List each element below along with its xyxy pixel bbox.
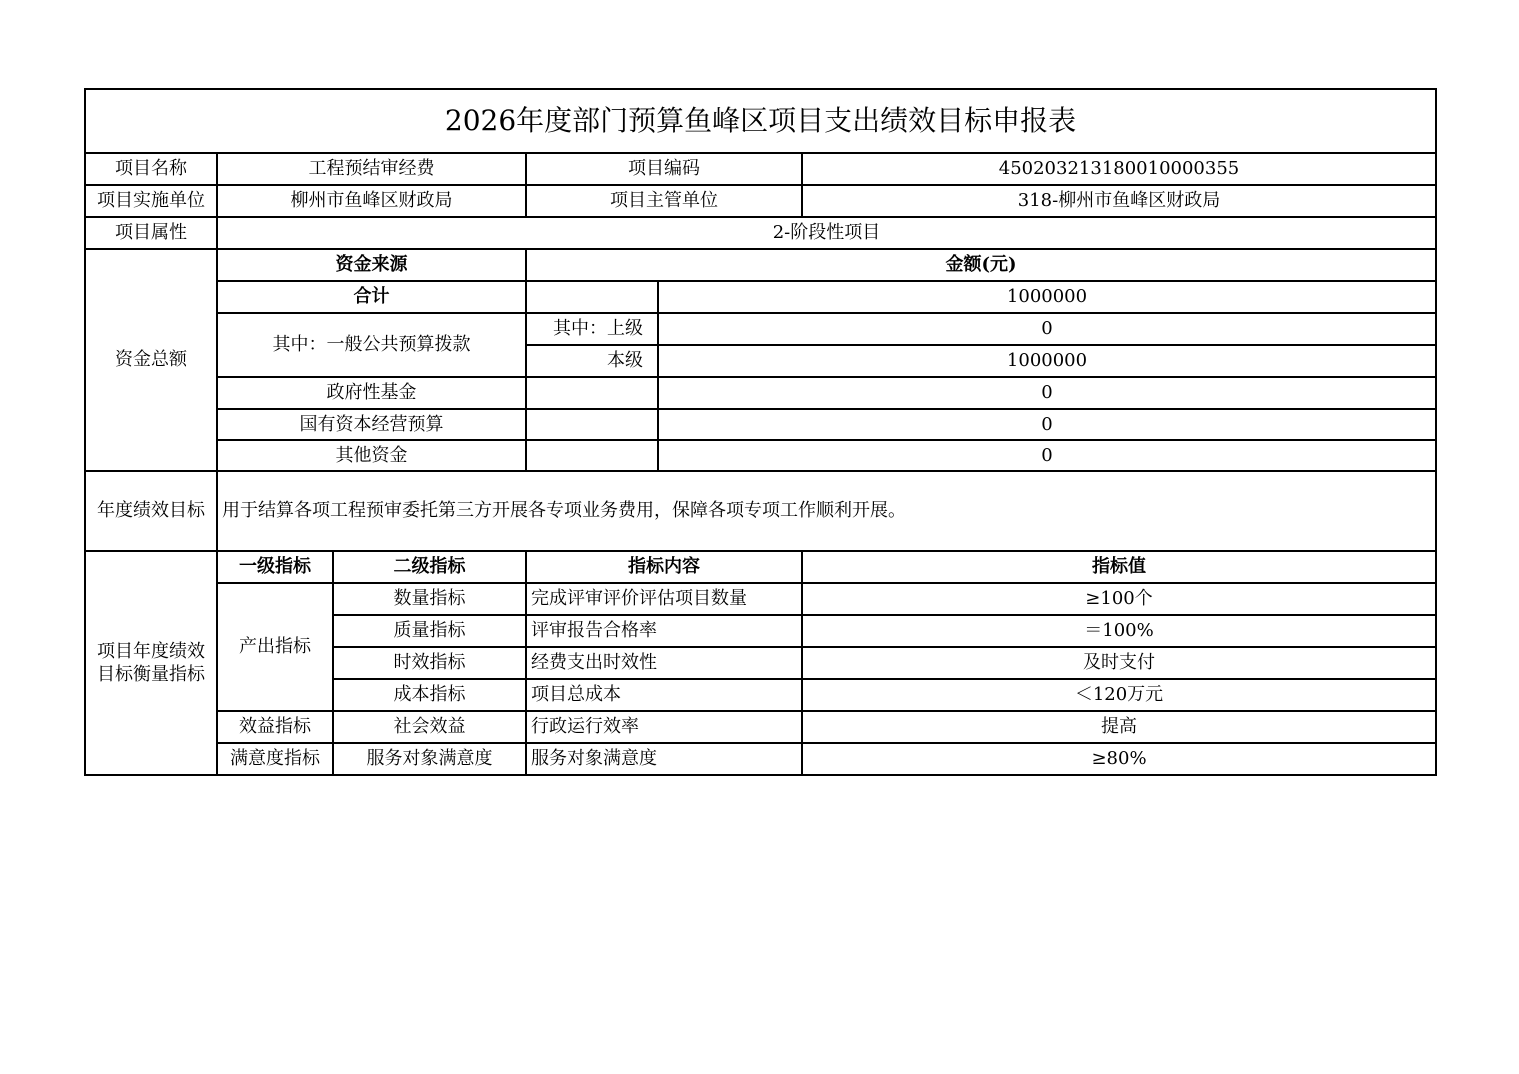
project-code-label: 项目编码: [526, 153, 802, 185]
funds-other-value: 0: [658, 440, 1436, 471]
indicator-value: ＝100%: [802, 615, 1436, 647]
indicator-level2: 社会效益: [333, 711, 526, 743]
indicator-value: ＜120万元: [802, 679, 1436, 711]
funds-gov-fund-value: 0: [658, 377, 1436, 409]
impl-unit-label: 项目实施单位: [85, 185, 217, 217]
indicator-level2: 数量指标: [333, 583, 526, 615]
indicator-content: 经费支出时效性: [526, 647, 802, 679]
funds-local-label: 本级: [526, 345, 658, 377]
indicator-value: ≥100个: [802, 583, 1436, 615]
form-table: [84, 88, 1437, 776]
project-code-value: 450203213180010000355: [802, 153, 1436, 185]
indicator-header-level1: 一级指标: [217, 551, 333, 583]
annual-goal-label: 年度绩效目标: [85, 471, 217, 551]
mgr-unit-value: 318-柳州市鱼峰区财政局: [802, 185, 1436, 217]
indicator-header-content: 指标内容: [526, 551, 802, 583]
indicator-level2: 质量指标: [333, 615, 526, 647]
indicator-value: ≥80%: [802, 743, 1436, 775]
performance-target-form: [84, 88, 1435, 776]
indicator-value: 提高: [802, 711, 1436, 743]
funds-source-header: 资金来源: [217, 249, 526, 281]
impl-unit-value: 柳州市鱼峰区财政局: [217, 185, 526, 217]
project-attr-label: 项目属性: [85, 217, 217, 249]
benefit-indicator-label: 效益指标: [217, 711, 333, 743]
indicator-header-level2: 二级指标: [333, 551, 526, 583]
indicator-header-value: 指标值: [802, 551, 1436, 583]
funds-state-capital-blank: [526, 409, 658, 440]
indicator-content: 服务对象满意度: [526, 743, 802, 775]
indicator-value: 及时支付: [802, 647, 1436, 679]
indicator-level2: 服务对象满意度: [333, 743, 526, 775]
funds-total-value: 1000000: [658, 281, 1436, 313]
funds-upper-label: 其中：上级: [526, 313, 658, 345]
mgr-unit-label: 项目主管单位: [526, 185, 802, 217]
indicator-content: 完成评审评价评估项目数量: [526, 583, 802, 615]
funds-total-label: 合计: [217, 281, 526, 313]
funds-gov-fund-label: 政府性基金: [217, 377, 526, 409]
funds-other-label: 其他资金: [217, 440, 526, 471]
indicator-level2: 时效指标: [333, 647, 526, 679]
indicator-content: 评审报告合格率: [526, 615, 802, 647]
indicator-content: 行政运行效率: [526, 711, 802, 743]
funds-total-blank: [526, 281, 658, 313]
funds-amount-header: 金额(元): [526, 249, 1436, 281]
project-attr-value: 2-阶段性项目: [217, 217, 1436, 249]
funds-upper-value: 0: [658, 313, 1436, 345]
indicator-content: 项目总成本: [526, 679, 802, 711]
funds-state-capital-label: 国有资本经营预算: [217, 409, 526, 440]
annual-goal-text: 用于结算各项工程预审委托第三方开展各专项业务费用，保障各项专项工作顺利开展。: [217, 471, 1436, 551]
project-name-label: 项目名称: [85, 153, 217, 185]
form-title: 2026年度部门预算鱼峰区项目支出绩效目标申报表: [85, 89, 1436, 153]
funds-state-capital-value: 0: [658, 409, 1436, 440]
funds-section-label: 资金总额: [85, 249, 217, 471]
output-indicator-label: 产出指标: [217, 583, 333, 711]
satisfaction-indicator-label: 满意度指标: [217, 743, 333, 775]
indicator-level2: 成本指标: [333, 679, 526, 711]
funds-gov-fund-blank: [526, 377, 658, 409]
indicators-section-label: 项目年度绩效目标衡量指标: [85, 551, 217, 775]
project-name-value: 工程预结审经费: [217, 153, 526, 185]
funds-local-value: 1000000: [658, 345, 1436, 377]
funds-other-blank: [526, 440, 658, 471]
funds-general-label: 其中：一般公共预算拨款: [217, 313, 526, 377]
